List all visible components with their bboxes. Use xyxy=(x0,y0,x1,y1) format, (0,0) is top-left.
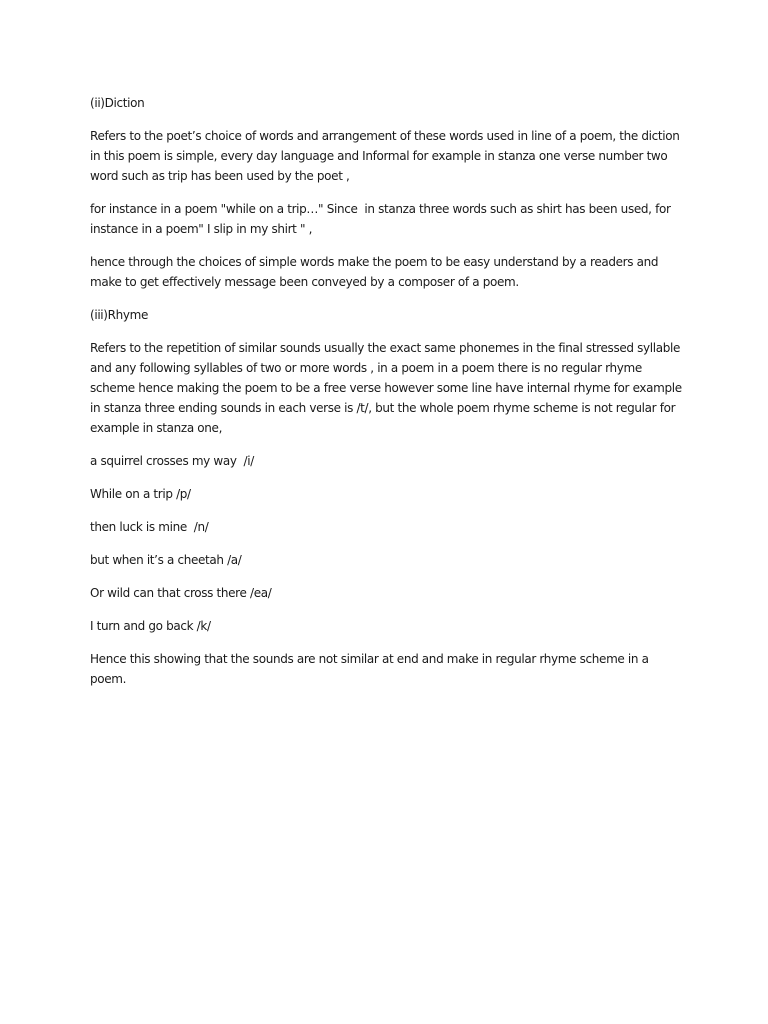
poem-line-4: but when it’s a cheetah /a/ xyxy=(90,553,242,567)
poem-line-1: a squirrel crosses my way /i/ xyxy=(90,454,254,468)
document-body xyxy=(90,93,686,702)
paragraph-rhyme-conclusion: Hence this showing that the sounds are not similar at end and make in regular rhyme scheme in a poem. xyxy=(90,652,653,686)
paragraph-diction-definition: Refers to the poet’s choice of words and arrangement of these words used in line of a poem, the diction in this poem is simple, every day language and Informal for example in stanza one verse number two word such as trip has been used by the poet , xyxy=(90,129,683,183)
heading-rhyme: (iii)Rhyme xyxy=(90,308,148,322)
paragraph-diction-example: for instance in a poem "while on a trip…" Since in stanza three words such as shirt has been used, for instance in a poem" I slip in my shirt " , xyxy=(90,202,674,236)
poem-line-2: While on a trip /p/ xyxy=(90,487,191,501)
poem-line-3: then luck is mine /n/ xyxy=(90,520,209,534)
paragraph-diction-conclusion: hence through the choices of simple words make the poem to be easy understand by a readers and make to get effectively message been conveyed by a composer of a poem. xyxy=(90,255,662,289)
poem-line-5: Or wild can that cross there /ea/ xyxy=(90,586,272,600)
poem-line-6: I turn and go back /k/ xyxy=(90,619,211,633)
heading-diction: (ii)Diction xyxy=(90,96,145,110)
paragraph-rhyme-definition: Refers to the repetition of similar sounds usually the exact same phonemes in the final stressed syllable and any following syllables of two or more words , in a poem in a poem there is no regular rhyme scheme hence making the poem to be a free verse however some line have internal rhyme for example in stanza three ending sounds in each verse is /t/, but the whole poem rhyme scheme is not regular for example in stanza one, xyxy=(90,341,686,435)
